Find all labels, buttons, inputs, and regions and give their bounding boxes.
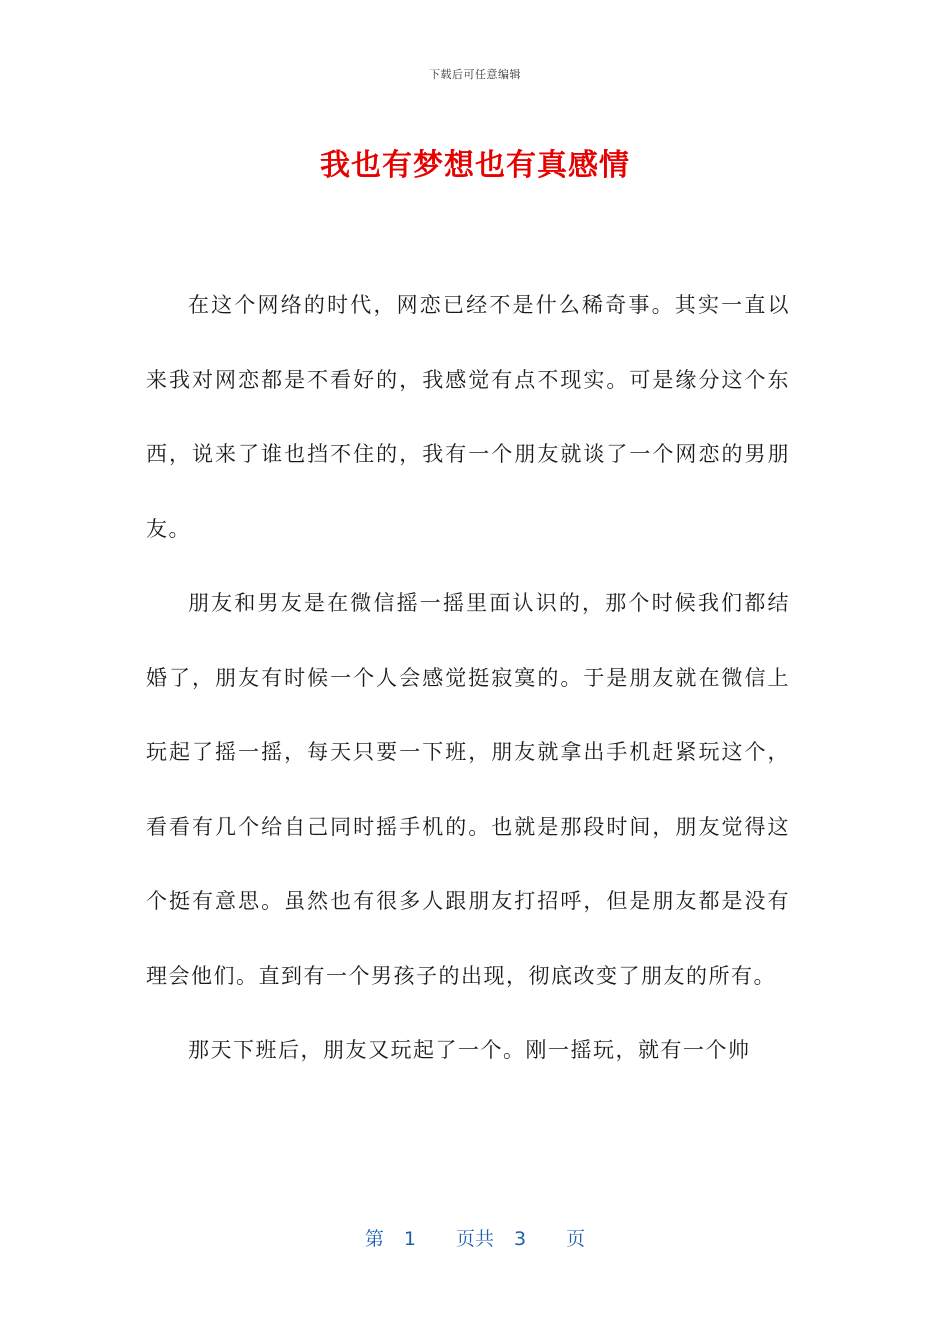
document-body (146, 268, 790, 1088)
total-pages-number: 3 (514, 1228, 527, 1250)
document-title: 我也有梦想也有真感情 (320, 148, 630, 183)
page-suffix: 页 (566, 1228, 586, 1250)
paragraph-3: 那天下班后，朋友又玩起了一个。刚一摇玩，就有一个帅 (188, 1038, 751, 1062)
header-note: 下载后可任意编辑 (429, 68, 521, 81)
paragraph-2: 朋友和男友是在微信摇一摇里面认识的，那个时候我们都结婚了，朋友有时候一个人会感觉挺寂寞的。于是朋友就在微信上玩起了摇一摇，每天只要一下班，朋友就拿出手机赶紧玩这个，看看有几个给自己同时摇手机的。也就是那段时间，朋友觉得这个挺有意思。虽然也有很多人跟朋友打招呼，但是朋友都是没有理会他们。直到有一个男孩子的出现，彻底改变了朋友的所有。 (146, 591, 790, 988)
page-prefix: 第 (364, 1228, 384, 1250)
paragraph-1: 在这个网络的时代，网恋已经不是什么稀奇事。其实一直以来我对网恋都是不看好的，我感觉有点不现实。可是缘分这个东西，说来了谁也挡不住的，我有一个朋友就谈了一个网恋的男朋友。 (146, 293, 790, 541)
page-mid: 页共 (455, 1228, 494, 1250)
page-footer (0, 1224, 950, 1251)
current-page-number: 1 (403, 1228, 416, 1250)
